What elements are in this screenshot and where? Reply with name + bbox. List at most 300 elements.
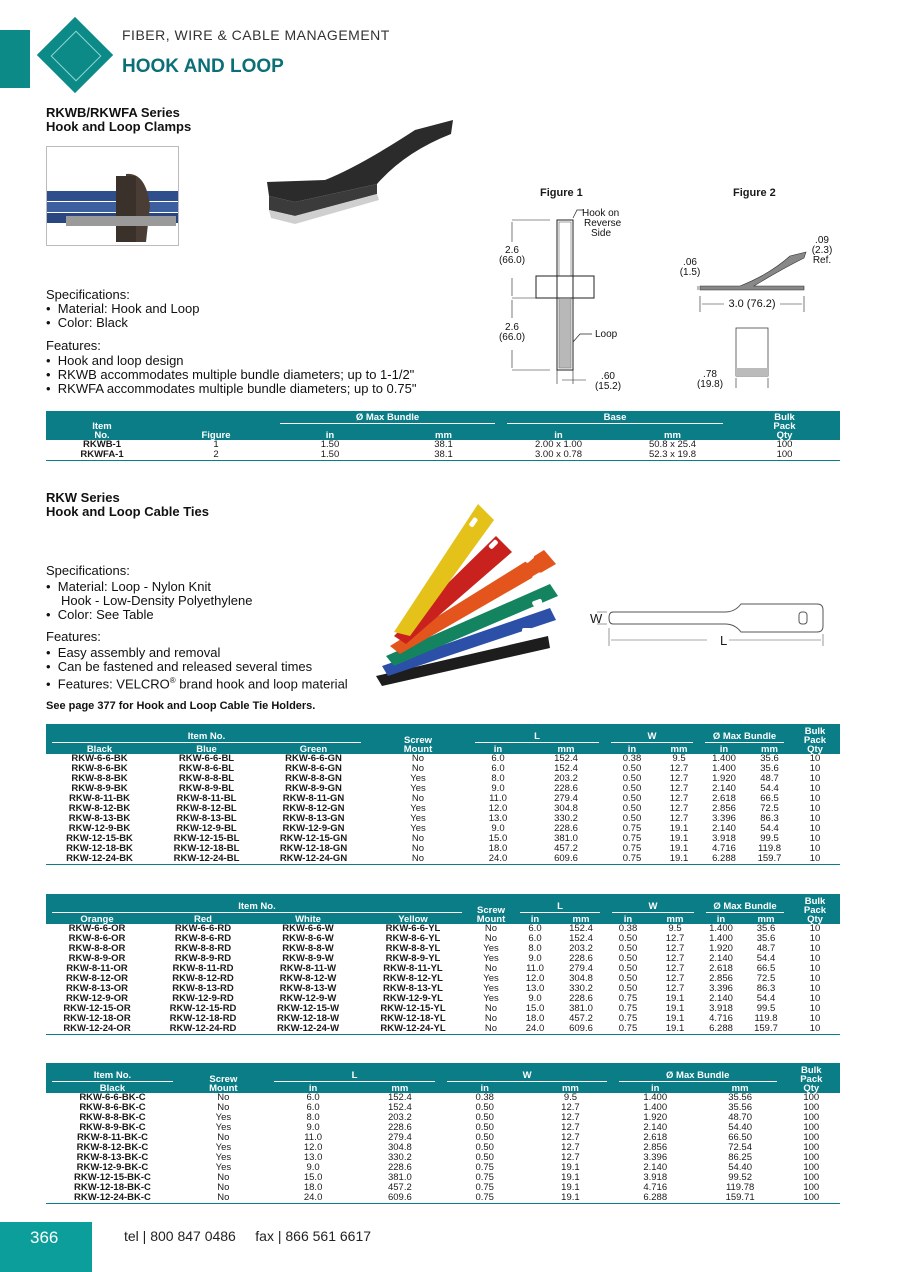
table-cell: 6.0 — [528, 933, 542, 944]
clamp-col-figure: Figure — [158, 411, 274, 440]
table-cell: 54.40 — [728, 1122, 752, 1133]
table-cell: RKWB-1 — [83, 439, 121, 450]
table-cell: 2.618 — [712, 793, 736, 804]
table-cell: No — [217, 1172, 230, 1183]
table-cell: Yes — [215, 1142, 232, 1153]
clamp-feature-text: RKWB accommodates multiple bundle diameters; up to 1-1/2" — [57, 367, 415, 382]
tie-table-row — [46, 854, 840, 865]
figure2-thickness-dimension — [672, 258, 708, 278]
table-cell: No — [367, 854, 469, 865]
table-cell: 1.50 — [320, 439, 340, 450]
table-cell: No — [484, 1003, 498, 1014]
table-cell: RKW-12-15-BK-C — [74, 1172, 151, 1183]
t3-col-l — [268, 1063, 442, 1083]
tie-table-row — [46, 1143, 840, 1153]
t3-col-w-mm: mm — [528, 1083, 613, 1093]
table-cell: 100 — [803, 1142, 820, 1153]
table-cell: 3.396 — [709, 983, 733, 994]
clamp-col-base-in: in — [501, 425, 616, 440]
clamp-col-base-mm: mm — [616, 425, 729, 440]
table-cell: 100 — [783, 1193, 840, 1204]
table-cell: 100 — [803, 1092, 820, 1103]
table-cell: RKW-8-12-BK-C — [76, 1142, 149, 1153]
table-cell: Yes — [215, 1112, 232, 1123]
table-cell: 0.50 — [622, 803, 642, 814]
t3-col-w — [441, 1063, 612, 1083]
table-cell: 0.75 — [618, 1013, 638, 1024]
table-cell: RKW-8-13-GN — [282, 813, 345, 824]
clamp-photo — [46, 146, 179, 246]
ties-spec-item: • Material: Loop - Nylon Knit — [46, 579, 211, 594]
table-cell: 18.0 — [525, 1013, 545, 1024]
table-cell: 100 — [803, 1112, 820, 1123]
registered-mark: ® — [169, 676, 176, 685]
table-cell: 10 — [809, 773, 821, 784]
t2-col-w — [606, 894, 700, 914]
table-cell: 3.00 x 0.78 — [501, 450, 616, 461]
figure1-hook-line2: Reverse — [584, 218, 622, 229]
t1-col-green: Green — [260, 744, 367, 754]
table-cell: 72.54 — [728, 1142, 752, 1153]
table-cell: 0.50 — [622, 773, 642, 784]
table-cell: RKW-8-12-BK — [68, 803, 131, 814]
figure1-width-dimension — [588, 372, 628, 392]
table-cell: 72.5 — [756, 973, 776, 984]
table-cell: 228.6 — [569, 953, 593, 964]
table-cell: No — [411, 793, 425, 804]
t1-col-blue: Blue — [153, 744, 260, 754]
t2-col-yellow: Yellow — [358, 914, 468, 924]
t3-header-bulk2: Pack — [800, 1074, 823, 1085]
table-cell: 54.4 — [760, 783, 779, 794]
table-cell: 12.7 — [561, 1152, 580, 1163]
ties-feature-text: Features: VELCRO — [57, 676, 170, 692]
table-cell: 2.140 — [709, 993, 733, 1004]
ties-section-title — [46, 491, 209, 519]
table-cell: 304.8 — [569, 973, 593, 984]
table-cell: RKW-12-9-BK — [68, 823, 131, 834]
table-cell: 4.716 — [712, 843, 736, 854]
table-cell: 152.4 — [387, 1102, 412, 1113]
table-cell: 9.0 — [528, 993, 542, 1004]
table-cell: No — [411, 833, 425, 844]
ties-product-image — [372, 500, 572, 690]
tie-length-label: L — [720, 633, 728, 648]
t2-header-l: L — [520, 902, 600, 913]
t3-header-item: Item No. — [52, 1071, 173, 1082]
table-cell: 12.7 — [669, 783, 689, 794]
table-cell: RKW-12-15-GN — [279, 833, 348, 844]
table-cell: 100 — [776, 439, 793, 450]
table-cell: RKW-8-9-YL — [385, 953, 441, 964]
table-cell: 13.0 — [303, 1152, 323, 1163]
table-cell: RKW-8-6-BL — [178, 763, 235, 774]
table-cell: No — [411, 753, 425, 764]
table-cell: 35.6 — [756, 933, 776, 944]
table-cell: RKW-12-24-RD — [148, 1024, 258, 1035]
table-cell: 6.288 — [613, 1193, 698, 1204]
table-cell: 100 — [803, 1152, 820, 1163]
table-cell: 2.140 — [712, 823, 736, 834]
table-cell: RKW-8-8-GN — [285, 773, 342, 784]
tie-table-row — [46, 1183, 840, 1193]
table-cell: Yes — [215, 1152, 232, 1163]
t1-header-screw1: Screw — [404, 735, 432, 746]
table-cell: 66.5 — [760, 793, 779, 804]
table-cell: 15.0 — [525, 1003, 545, 1014]
table-cell: RKW-12-18-BK — [66, 843, 133, 854]
t1-header-screw2: Mount — [403, 744, 433, 755]
table-cell: RKW-12-24-W — [258, 1024, 358, 1035]
table-cell: 1.400 — [712, 763, 736, 774]
table-cell: 19.1 — [659, 854, 699, 865]
t3-col-bundle — [613, 1063, 783, 1083]
table-cell: RKW-12-18-OR — [63, 1013, 131, 1024]
t2-col-l-mm: mm — [556, 914, 606, 924]
t1-col-bundle — [699, 724, 790, 744]
table-cell: RKW-12-24-BL — [153, 854, 260, 865]
table-cell: 6.0 — [491, 753, 505, 764]
table-cell: 9.0 — [306, 1122, 320, 1133]
figure1-upper-dimension — [494, 246, 530, 266]
table-cell: Yes — [410, 783, 426, 794]
table-cell: 35.56 — [728, 1102, 752, 1113]
figure1-upper-in: 2.6 — [505, 245, 519, 256]
table-cell: 457.2 — [554, 843, 578, 854]
table-cell: 19.1 — [528, 1193, 613, 1204]
table-cell: 228.6 — [387, 1162, 412, 1173]
table-cell: 1.920 — [643, 1112, 668, 1123]
table-cell: Yes — [483, 993, 499, 1004]
table-cell: RKW-8-12-OR — [65, 973, 129, 984]
table-cell: No — [468, 1024, 514, 1035]
t3-col-bundle-in: in — [613, 1083, 698, 1093]
table-cell: 0.75 — [622, 843, 642, 854]
table-cell: RKW-12-18-YL — [380, 1013, 446, 1024]
table-cell: No — [179, 1193, 268, 1204]
t1-col-w-mm: mm — [659, 744, 699, 754]
table-cell: 10 — [809, 993, 821, 1004]
t2-col-l-in: in — [514, 914, 556, 924]
table-cell: 0.75 — [618, 993, 638, 1004]
table-cell: RKW-6-6-YL — [385, 923, 441, 934]
ties-feature-heading: Features: — [46, 629, 101, 644]
table-cell: No — [484, 923, 498, 934]
table-cell: RKW-8-13-W — [279, 983, 337, 994]
table-cell: 19.1 — [669, 833, 689, 844]
ties-feature-item: • Features: VELCRO® brand hook and loop material — [46, 676, 348, 692]
t1-col-bulk — [790, 724, 840, 754]
table-cell: RKW-12-24-OR — [46, 1024, 148, 1035]
table-cell: 152.4 — [569, 923, 593, 934]
table-cell: 12.7 — [561, 1112, 580, 1123]
table-cell: 10 — [809, 1003, 821, 1014]
t3-header-w: W — [447, 1071, 606, 1082]
table-cell: 12.7 — [669, 813, 689, 824]
table-cell: RKW-8-11-OR — [66, 963, 128, 974]
table-cell: 3.396 — [643, 1152, 668, 1163]
t2-header-item: Item No. — [52, 902, 462, 913]
table-cell: 12.7 — [561, 1132, 580, 1143]
table-cell: RKW-8-12-W — [279, 973, 337, 984]
table-cell: RKW-8-12-YL — [383, 973, 443, 984]
table-cell: 24.0 — [469, 854, 527, 865]
table-cell: RKW-6-6-OR — [68, 923, 126, 934]
table-cell: RKW-12-9-YL — [383, 993, 443, 1004]
t1-col-l-mm: mm — [527, 744, 605, 754]
table-cell: 2.140 — [709, 953, 733, 964]
table-cell: RKW-8-11-W — [279, 963, 337, 974]
table-cell: 6.0 — [528, 923, 542, 934]
table-cell: RKW-8-11-YL — [383, 963, 443, 974]
clamp-title-line1: RKWB/RKWFA Series — [46, 105, 180, 120]
clamp-spec-text: Material: Hook and Loop — [57, 301, 200, 316]
t2-col-bundle — [700, 894, 790, 914]
t1-header-bulk3: Qty — [807, 744, 823, 755]
table-cell: Yes — [483, 943, 499, 954]
t1-col-item — [46, 724, 367, 744]
table-cell: 279.4 — [569, 963, 593, 974]
tie-table-black-blue-green — [46, 724, 840, 865]
table-cell: RKW-12-18-W — [276, 1013, 340, 1024]
table-cell: 100 — [803, 1182, 820, 1193]
figure1-hook-line1: Hook on — [582, 208, 620, 219]
t1-col-l — [469, 724, 605, 744]
table-cell: 1.400 — [643, 1102, 668, 1113]
table-cell: 10 — [809, 933, 821, 944]
table-cell: 10 — [809, 843, 821, 854]
table-cell: RKW-6-6-BK-C — [79, 1092, 146, 1103]
table-cell: 12.7 — [665, 933, 685, 944]
table-cell: 457.2 — [387, 1182, 412, 1193]
t2-header-w: W — [612, 902, 694, 913]
table-cell: 12.0 — [525, 973, 545, 984]
table-cell: 159.7 — [749, 854, 790, 865]
clamp-feature-item: • RKWB accommodates multiple bundle diameters; up to 1-1/2" — [46, 367, 415, 382]
table-cell: RKW-8-8-YL — [385, 943, 441, 954]
table-cell: 203.2 — [554, 773, 578, 784]
table-cell: 330.2 — [569, 983, 593, 994]
figure2-thick-mm: (1.5) — [679, 267, 701, 278]
table-cell: 1.920 — [712, 773, 736, 784]
clamp-specifications — [46, 288, 416, 396]
t1-col-screw — [367, 724, 469, 754]
table-cell: 159.71 — [698, 1193, 783, 1204]
table-cell: 99.5 — [756, 1003, 776, 1014]
clamp-spec-item: • Material: Hook and Loop — [46, 301, 200, 316]
t1-col-w-in: in — [605, 744, 659, 754]
footer-contact: tel | 800 847 0486 fax | 866 561 6617 — [124, 1228, 372, 1244]
table-cell: 228.6 — [554, 783, 578, 794]
table-cell: Yes — [410, 803, 426, 814]
table-cell: 19.1 — [561, 1182, 580, 1193]
figure1-width-mm: (15.2) — [594, 381, 622, 392]
table-cell: 8.0 — [491, 773, 505, 784]
t3-col-l-mm: mm — [358, 1083, 441, 1093]
table-cell: 9.0 — [491, 823, 505, 834]
t3-col-l-in: in — [268, 1083, 359, 1093]
table-cell: No — [217, 1092, 230, 1103]
t3-col-screw — [179, 1063, 268, 1093]
table-cell: Yes — [410, 813, 426, 824]
table-cell: 48.7 — [760, 773, 779, 784]
table-cell: 19.1 — [665, 1003, 685, 1014]
table-cell: 9.5 — [563, 1092, 578, 1103]
table-cell: 119.78 — [725, 1182, 755, 1193]
t1-header-bulk2: Pack — [803, 735, 827, 746]
ties-feature-text: Can be fastened and released several times — [57, 659, 313, 674]
table-cell: 10 — [809, 983, 821, 994]
table-cell: 228.6 — [554, 823, 578, 834]
ties-feature-item: • Easy assembly and removal — [46, 645, 221, 660]
t2-header-bulk2: Pack — [803, 905, 827, 916]
table-cell: 12.7 — [665, 943, 685, 954]
table-cell: 50.8 x 25.4 — [648, 439, 696, 450]
tie-table-row — [46, 1193, 840, 1204]
table-cell: 19.1 — [561, 1172, 580, 1183]
table-cell: 100 — [803, 1162, 820, 1173]
tie-table-orange-red-white-yellow — [46, 894, 840, 1035]
table-cell: 2.140 — [643, 1162, 668, 1173]
clamp-section-title — [46, 106, 191, 134]
t1-col-w — [605, 724, 699, 744]
table-cell: 100 — [803, 1172, 820, 1183]
table-cell: 12.7 — [669, 793, 689, 804]
table-cell: 609.6 — [358, 1193, 441, 1204]
table-cell: RKW-12-18-BK-C — [74, 1182, 151, 1193]
table-cell: 48.70 — [728, 1112, 752, 1123]
table-cell: 3.918 — [712, 833, 736, 844]
table-cell: 6.0 — [491, 763, 505, 774]
table-cell: 0.50 — [618, 933, 638, 944]
table-cell: 86.3 — [756, 983, 776, 994]
ties-feature-text-end: brand hook and loop material — [175, 676, 348, 692]
table-cell: 0.50 — [475, 1152, 494, 1163]
clamp-feature-item: • RKWFA accommodates multiple bundle diameters; up to 0.75" — [46, 381, 417, 396]
table-cell: 0.50 — [475, 1122, 494, 1133]
t1-header-w: W — [611, 732, 693, 743]
clamp-header-base: Base — [507, 413, 723, 424]
t2-header-screw2: Mount — [476, 914, 506, 925]
table-cell: 100 — [803, 1102, 820, 1113]
table-cell: 99.52 — [728, 1172, 752, 1183]
table-cell: 100 — [803, 1132, 820, 1143]
table-cell: 12.7 — [665, 983, 685, 994]
table-cell: Yes — [410, 773, 426, 784]
table-cell: No — [411, 843, 425, 854]
table-cell: RKW-12-9-BL — [176, 823, 237, 834]
clamp-spec-heading: Specifications: — [46, 287, 130, 302]
clamp-col-base — [501, 411, 729, 425]
table-cell: 0.75 — [622, 823, 642, 834]
table-cell: 52.3 x 19.8 — [616, 450, 729, 461]
figure1-hook-line3: Side — [591, 228, 612, 239]
table-cell: RKW-12-24-BK — [46, 854, 153, 865]
table-cell: 0.75 — [475, 1172, 494, 1183]
table-cell: 9.5 — [668, 923, 682, 934]
table-cell: No — [484, 1013, 498, 1024]
table-cell: RKW-8-12-GN — [282, 803, 345, 814]
table-cell: RKW-8-11-BK — [68, 793, 131, 804]
clamp-table-row — [46, 450, 840, 461]
ties-feature-text: Easy assembly and removal — [57, 645, 221, 660]
clamp-feature-heading: Features: — [46, 338, 101, 353]
table-cell: 11.0 — [489, 793, 507, 804]
clamp-header-bulk2: Pack — [773, 421, 796, 432]
table-cell: 228.6 — [387, 1122, 412, 1133]
table-cell: RKW-8-6-BK-C — [79, 1102, 146, 1113]
table-cell: 19.1 — [561, 1162, 580, 1173]
table-cell: RKW-8-12-BL — [176, 803, 237, 814]
table-cell: 54.4 — [760, 823, 779, 834]
figure2-length-dimension: 3.0 (76.2) — [728, 298, 776, 310]
table-cell: 279.4 — [387, 1132, 412, 1143]
clamp-product-image — [265, 116, 455, 226]
tie-width-label: W — [590, 611, 603, 626]
table-cell: RKW-12-24-YL — [358, 1024, 468, 1035]
table-cell: RKW-8-9-OR — [68, 953, 126, 964]
table-cell: 2.618 — [709, 963, 733, 974]
table-cell: 38.1 — [434, 439, 453, 450]
table-cell: 15.0 — [303, 1172, 323, 1183]
table-cell: RKWFA-1 — [46, 450, 158, 461]
table-cell: 2.618 — [643, 1132, 668, 1143]
t2-header-bundle: Ø Max Bundle — [706, 902, 784, 913]
table-cell: RKW-8-9-W — [282, 953, 334, 964]
table-cell: 6.0 — [306, 1102, 320, 1113]
clamp-col-item — [46, 411, 158, 440]
ties-spec-text-cont: Hook - Low-Density Polyethylene — [61, 593, 253, 608]
table-cell: 203.2 — [569, 943, 593, 954]
table-cell: 19.1 — [665, 993, 685, 1004]
tie-dimension-diagram — [585, 596, 845, 654]
table-cell: 0.38 — [622, 753, 642, 764]
table-cell: RKW-8-11-BK-C — [76, 1132, 148, 1143]
table-cell: RKW-12-15-OR — [63, 1003, 131, 1014]
table-cell: 119.8 — [757, 843, 782, 854]
table-cell: 457.2 — [569, 1013, 593, 1024]
ties-title-line1: RKW Series — [46, 490, 120, 505]
table-cell: Yes — [215, 1122, 232, 1133]
table-cell: RKW-8-8-BK-C — [79, 1112, 146, 1123]
table-cell: 3.396 — [712, 813, 736, 824]
table-cell: 609.6 — [556, 1024, 606, 1035]
table-cell: RKW-12-9-RD — [172, 993, 234, 1004]
table-cell: RKW-8-6-GN — [285, 763, 342, 774]
table-cell: RKW-12-9-W — [279, 993, 337, 1004]
table-cell: RKW-8-6-W — [282, 933, 334, 944]
table-cell: RKW-8-13-RD — [172, 983, 234, 994]
table-cell: 12.7 — [665, 973, 685, 984]
table-cell: 3.918 — [709, 1003, 733, 1014]
table-cell: 0.38 — [618, 923, 638, 934]
tie-table-black-bulk — [46, 1063, 840, 1204]
t1-header-bulk1: Bulk — [804, 726, 826, 737]
table-cell: No — [217, 1132, 230, 1143]
table-cell: 304.8 — [387, 1142, 412, 1153]
table-cell: RKW-8-8-BK — [71, 773, 128, 784]
ties-spec-text: Material: Loop - Nylon Knit — [57, 579, 211, 594]
clamp-col-bulk — [729, 411, 840, 440]
t1-header-item: Item No. — [52, 732, 361, 743]
table-cell: RKW-12-18-RD — [169, 1013, 237, 1024]
t1-table-body — [46, 754, 840, 865]
table-cell: 12.7 — [561, 1142, 580, 1153]
table-cell: 3.918 — [643, 1172, 668, 1183]
t2-col-screw — [468, 894, 514, 924]
ties-title-line2: Hook and Loop Cable Ties — [46, 504, 210, 519]
table-cell: RKW-12-15-BK — [66, 833, 133, 844]
